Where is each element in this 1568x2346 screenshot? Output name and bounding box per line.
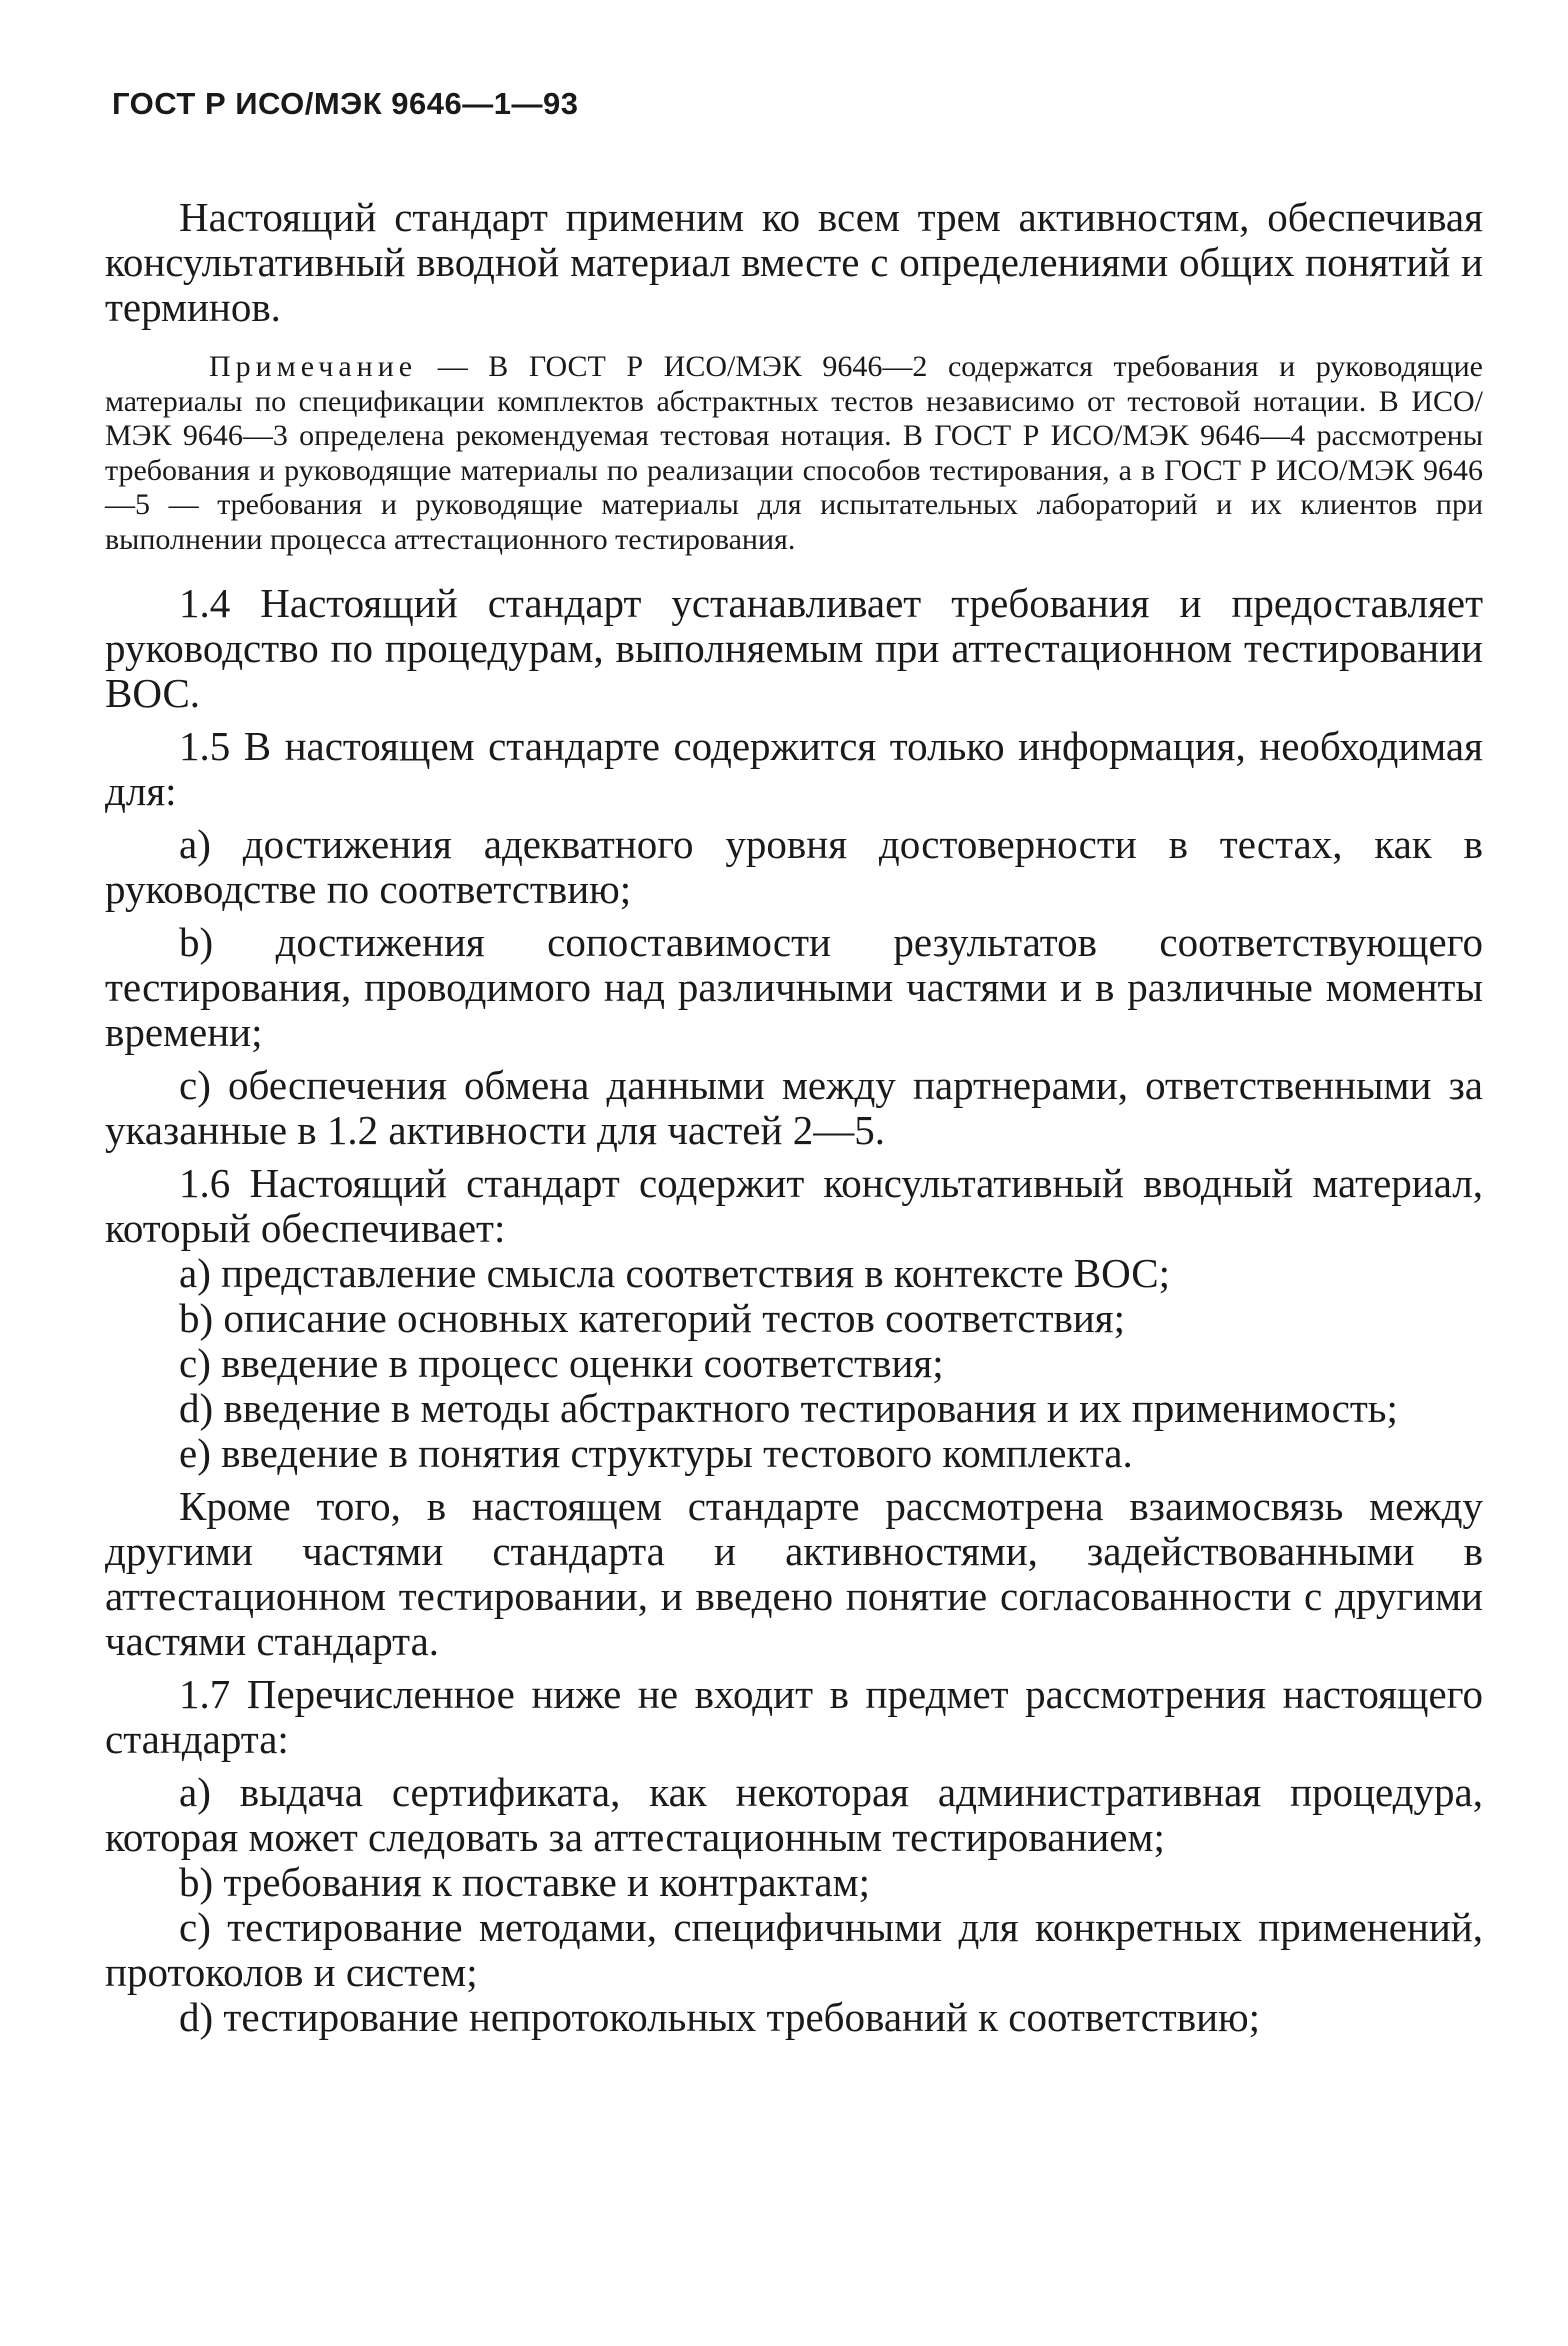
clause-1-7-item-b: b) требования к поставке и контрактам; (179, 1859, 870, 1905)
clause-1-7-item-c: c) тестирование методами, специфичными для конкретных применений, протоколов и систем; (105, 1904, 1483, 1995)
note-paragraph (105, 350, 1483, 557)
clause-1-7-item-d: d) тестирование непротокольных требований к соответствию; (179, 1994, 1261, 2040)
intro-paragraph: Настоящий стандарт применим ко всем трем активностям, обеспечивая консультативный вводной материал вместе с определениями общих понятий и терминов. (105, 194, 1483, 330)
clause-1-6-item-b: b) описание основных категорий тестов соответствия; (179, 1295, 1126, 1341)
note-text: — В ГОСТ Р ИСО/МЭК 9646—2 содержатся требования и руководящие материалы по спецификации комплектов абстрактных тестов независимо от тестовой нотации. В ИСО/МЭК 9646—3 определена рекомендуемая тестовая нотация. В ГОСТ Р ИСО/МЭК 9646—4 рассмотрены требования и руководящие материалы по реализации способов тестирования, а в ГОСТ Р ИСО/МЭК 9646—5 — требования и руководящие материалы для испытательных лабораторий и их клиентов при выполнении процесса аттестационного тестирования. (105, 350, 1483, 556)
clause-1-5-item-c: c) обеспечения обмена данными между партнерами, ответственными за указанные в 1.2 активности для частей 2—5. (105, 1062, 1483, 1153)
document-header: ГОСТ Р ИСО/МЭК 9646—1—93 (112, 86, 579, 121)
clause-1-6-item-c: c) введение в процесс оценки соответствия; (179, 1340, 944, 1386)
document-body (105, 195, 1483, 2040)
note-label: Примечание (209, 350, 418, 383)
clause-1-5: 1.5 В настоящем стандарте содержится только информация, необходимая для: (105, 723, 1483, 814)
clause-1-6-addendum: Кроме того, в настоящем стандарте рассмотрена взаимосвязь между другими частями стандарта и активностями, задействованными в аттестационном тестировании, и введено понятие согласованности с другими частями стандарта. (105, 1483, 1483, 1664)
clause-1-6-item-d: d) введение в методы абстрактного тестирования и их применимость; (179, 1385, 1398, 1431)
clause-1-5-item-b: b) достижения сопоставимости результатов соответствующего тестирования, проводимого над различными частями и в различные моменты времени; (105, 919, 1483, 1055)
clause-1-5-item-a: a) достижения адекватного уровня достоверности в тестах, как в руководстве по соответствию; (105, 821, 1483, 912)
clause-1-4: 1.4 Настоящий стандарт устанавливает требования и предоставляет руководство по процедурам, выполняемым при аттестационном тестировании ВОС. (105, 580, 1483, 716)
clause-1-7: 1.7 Перечисленное ниже не входит в предмет рассмотрения настоящего стандарта: (105, 1671, 1483, 1762)
clause-1-7-item-a: a) выдача сертификата, как некоторая административная процедура, которая может следовать за аттестационным тестированием; (105, 1769, 1483, 1860)
clause-1-6-item-e: e) введение в понятия структуры тестового комплекта. (179, 1430, 1133, 1476)
clause-1-6-item-a: a) представление смысла соответствия в контексте ВОС; (179, 1250, 1170, 1296)
clause-1-6: 1.6 Настоящий стандарт содержит консультативный вводный материал, который обеспечивает: (105, 1160, 1483, 1251)
